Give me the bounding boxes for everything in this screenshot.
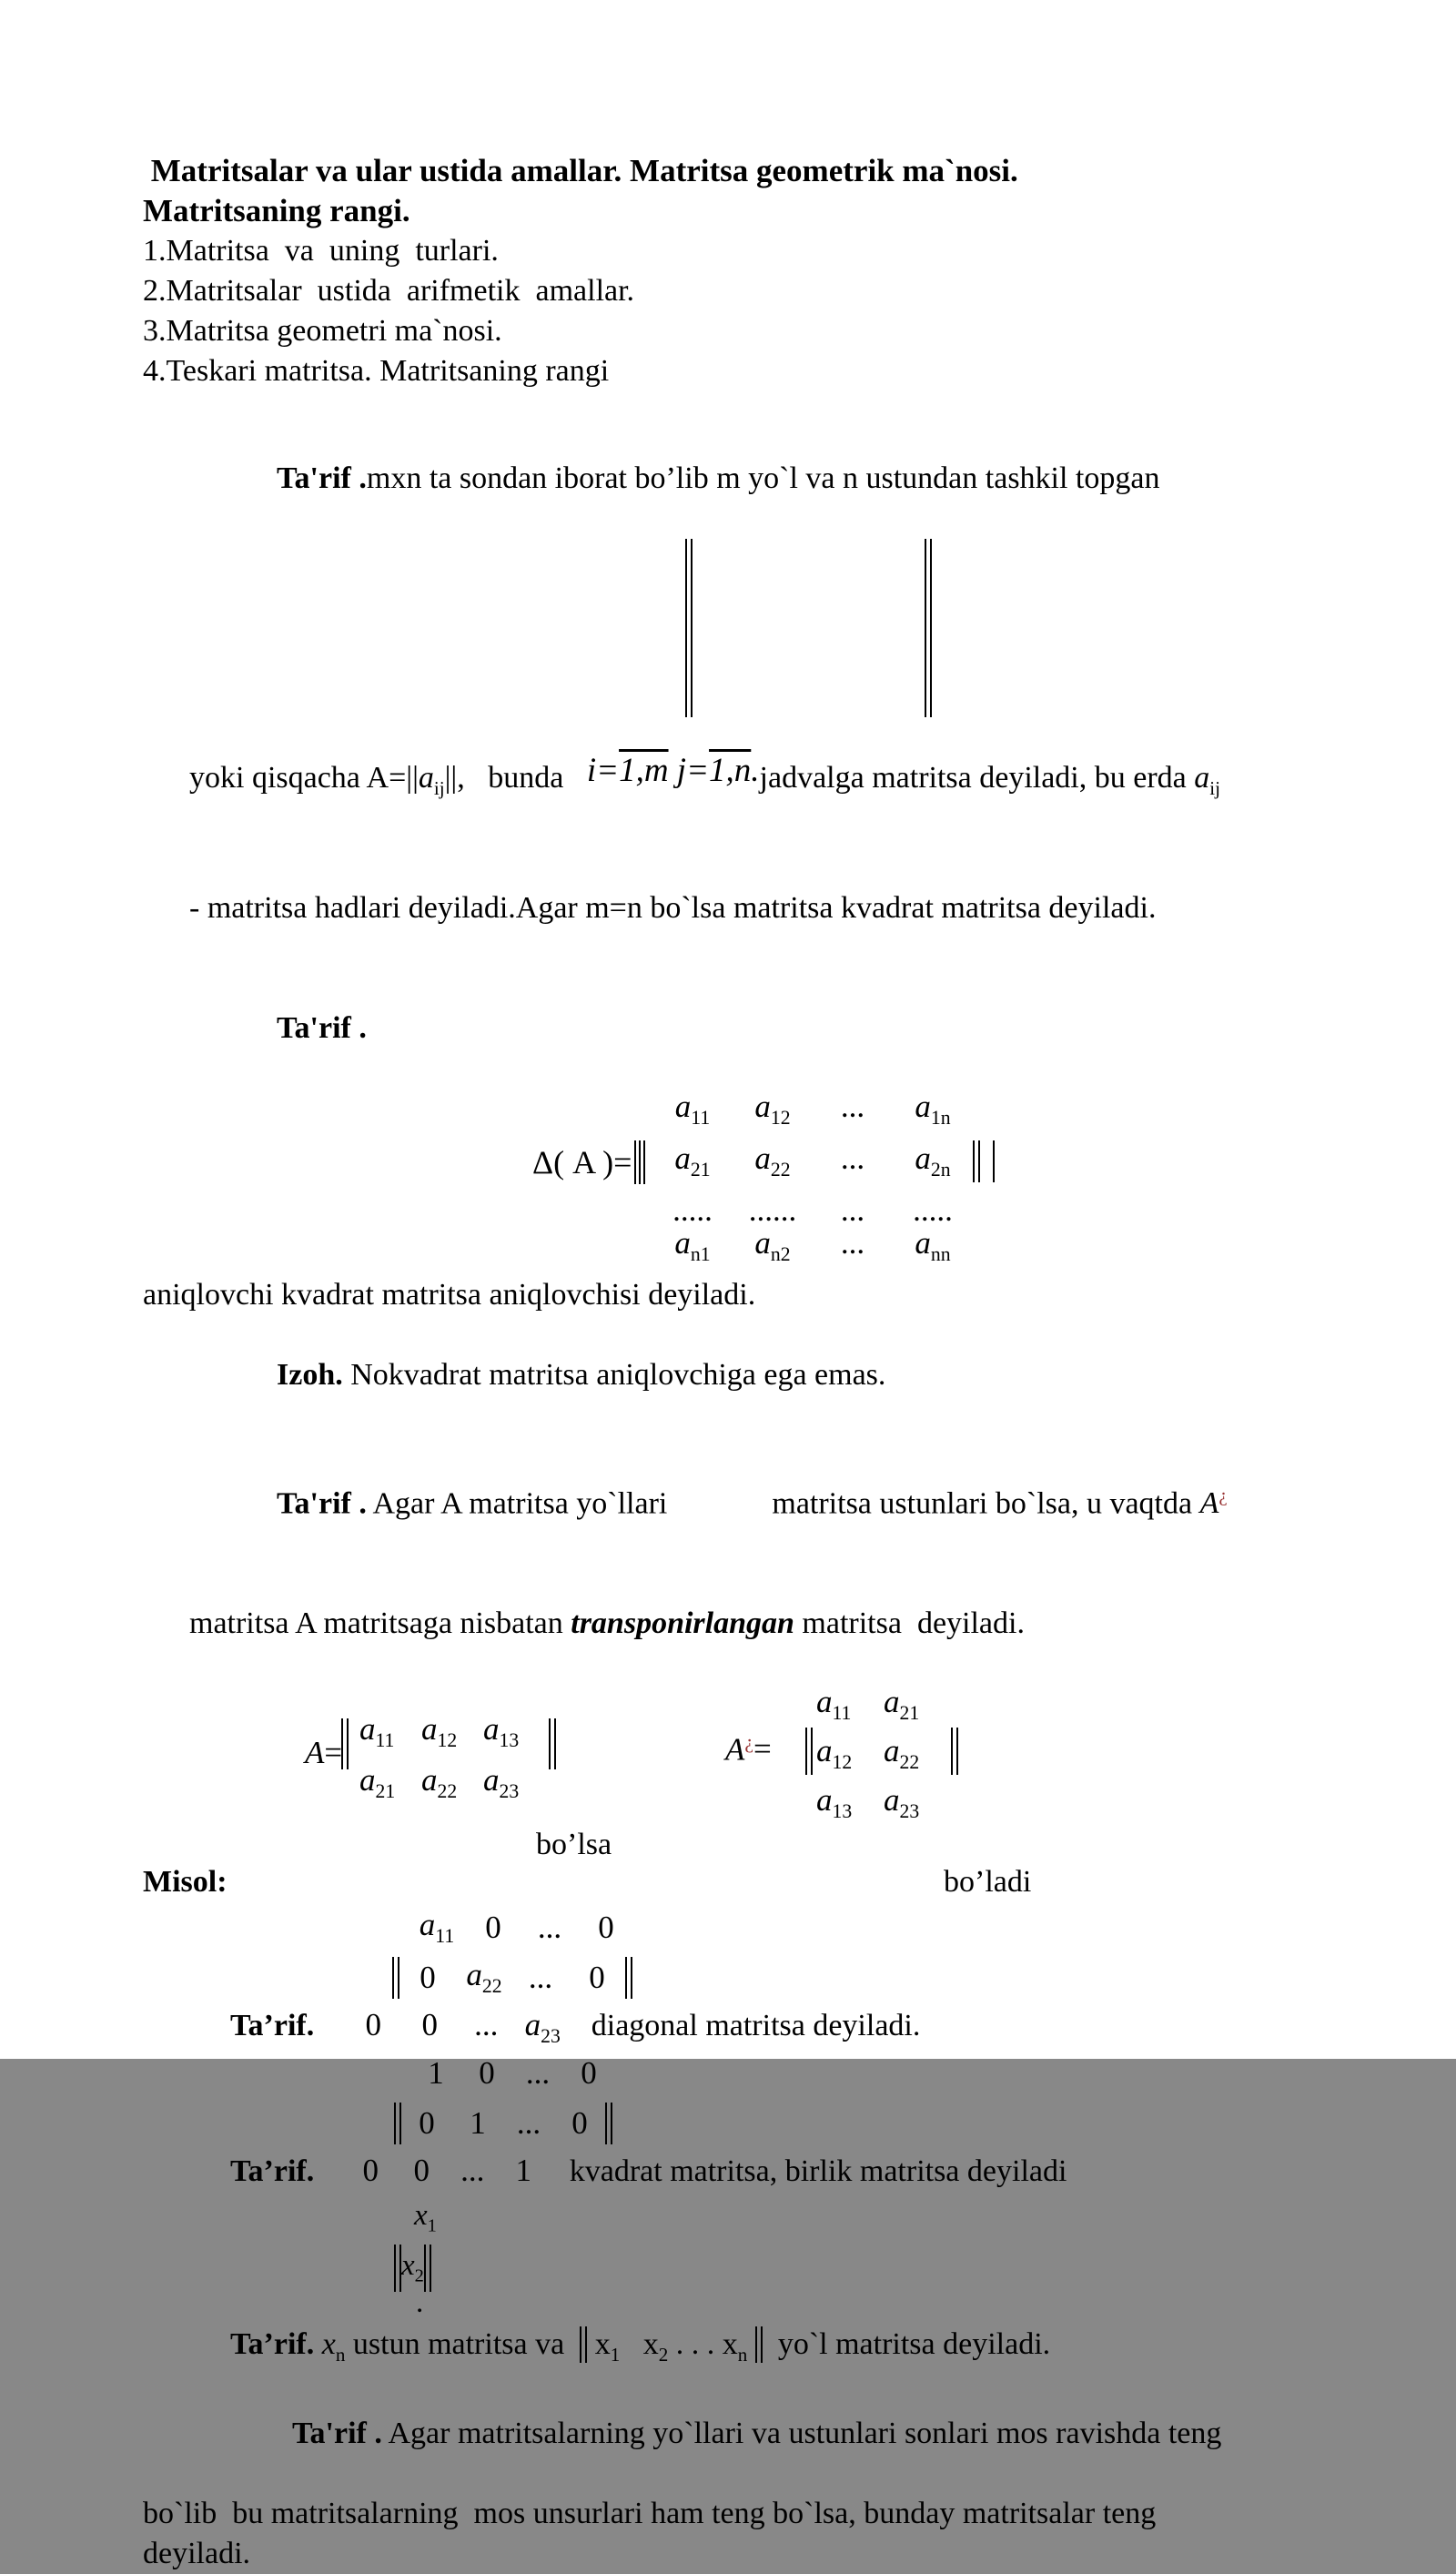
index-range-formula xyxy=(587,751,760,791)
matrix-a-cell: $a_{11}$ xyxy=(359,1711,395,1752)
definition-3-part2: matritsa ustunlari bo`lsa, u vaqtda xyxy=(772,1486,1200,1521)
colvec-left-bar xyxy=(394,2245,401,2292)
double-bar-delimiter xyxy=(973,1140,980,1182)
izoh-label: Izoh. xyxy=(277,1357,343,1392)
xn-cell: $x_n$ xyxy=(321,2327,346,2366)
det-cell: $a_{n2}$ xyxy=(754,1224,791,1265)
list-item-4: 4.Teskari matritsa. Matritsaning rangi xyxy=(143,354,610,388)
identity-row-2 xyxy=(394,2098,1326,2148)
diag-cell: 0 xyxy=(598,1909,614,1945)
id-row3-cells xyxy=(345,2148,549,2194)
matrix-at-cell: $a_{13}$ xyxy=(816,1782,853,1823)
diag-cell: ... xyxy=(528,1959,553,1995)
example-matrices xyxy=(143,1684,1326,1828)
x2-cell: $x_2$ xyxy=(401,2249,424,2286)
izoh-text: Nokvadrat matritsa aniqlovchiga ega emas. xyxy=(342,1357,886,1392)
matrix-at-cell: $a_{21}$ xyxy=(884,1684,920,1725)
triple-bar-delimiter xyxy=(634,1140,645,1184)
det-cell: $a_{1n}$ xyxy=(915,1088,951,1129)
page-title-line1: Matritsalar va ular ustida amallar. Matritsa geometrik ma`nosi. xyxy=(143,153,1018,188)
diagonal-row-2 xyxy=(392,1952,1326,2002)
row-matrix-left-bar xyxy=(580,2326,587,2363)
a-close: ||, xyxy=(444,761,465,795)
page-title-line2: Matritsaning rangi. xyxy=(143,193,410,228)
diagonal-row-3 xyxy=(143,2002,1326,2048)
det-cell: ... xyxy=(840,1088,865,1124)
matrix-a-left-bar xyxy=(341,1718,349,1769)
qisqacha-line2: - matritsa hadlari deyiladi.Agar m=n bo`lsa matritsa kvadrat matritsa deyiladi. xyxy=(189,890,1157,925)
j-eq: j= xyxy=(668,752,710,789)
id-cell: 1 xyxy=(470,2104,486,2141)
matrix-a-row-2 xyxy=(359,1762,545,1803)
matrix-a-cell: $a_{23}$ xyxy=(483,1762,520,1803)
definition-6-line xyxy=(143,2323,1326,2366)
row-x1: $x_1$ xyxy=(594,2327,621,2366)
x1-cell: $x_1$ xyxy=(414,2199,437,2236)
final-definition-line2: bo`lib bu matritsalarning mos unsurlari ham teng bo`lsa, bunday matritsalar teng xyxy=(143,2497,1157,2531)
det-cell: $a_{22}$ xyxy=(754,1140,791,1181)
final-definition xyxy=(143,2374,1326,2574)
diag-cell: 0 xyxy=(589,1959,605,1995)
det-cell: ... xyxy=(840,1140,865,1176)
a-ij-subscript: $a_{ij}$ xyxy=(418,761,445,799)
det-row-3 xyxy=(652,1191,1326,1228)
diag-cell: ... xyxy=(537,1909,562,1945)
matrix-a-cell: $a_{12}$ xyxy=(421,1711,458,1752)
range-dot: . xyxy=(751,752,760,789)
a-transpose-symbol: A¿ xyxy=(1199,1484,1228,1521)
det-dots-cell: ..... xyxy=(672,1191,713,1228)
list-item-3: 3.Matritsa geometri ma`nosi. xyxy=(143,314,502,348)
i-range-overline: 1,m xyxy=(619,752,669,789)
diag-cell: $a_{23}$ xyxy=(524,2007,561,2048)
final-definition-text1: Agar matritsalarning yo`llari va ustunlari sonlari mos ravishda teng xyxy=(381,2417,1222,2451)
diag-cell: ... xyxy=(474,2007,499,2043)
definition-3-part1: Agar A matritsa yo`llari xyxy=(366,1486,668,1521)
matrix-at-row-2 xyxy=(816,1733,951,1774)
matrix-at-cell: $a_{23}$ xyxy=(884,1782,920,1823)
paragraph-qisqacha xyxy=(143,717,1326,968)
column-matrix-x2 xyxy=(394,2243,1326,2294)
diag-cell: 0 xyxy=(485,1909,501,1945)
matrix-at-row-1 xyxy=(816,1684,951,1725)
id-cell: 0 xyxy=(419,2104,435,2141)
definition-6-text1: ustun matritsa va xyxy=(345,2327,581,2362)
id-left-bar xyxy=(394,2103,401,2144)
determinant-caption: aniqlovchi kvadrat matritsa aniqlovchisi deyiladi. xyxy=(143,1277,756,1312)
definition-5-label: Ta’rif. xyxy=(230,2154,315,2189)
definition-2-label: Ta'rif . xyxy=(277,1010,367,1045)
diag-cell: $a_{11}$ xyxy=(419,1907,455,1948)
final-definition-label: Ta'rif . xyxy=(292,2417,382,2451)
det-dots-cell: ...... xyxy=(748,1191,797,1228)
izoh-note xyxy=(143,1315,1326,1435)
id-cell: 0 xyxy=(571,2104,588,2141)
matrix-at-cell: $a_{12}$ xyxy=(816,1733,853,1774)
column-matrix-x1 xyxy=(414,2194,1326,2243)
a-ij-subscript-2: $a_{ij}$ xyxy=(1194,761,1220,799)
transponirlangan-term: transponirlangan xyxy=(571,1606,794,1641)
id-cell: 0 xyxy=(479,2054,495,2091)
definition-3-line2c: matritsa deyiladi. xyxy=(794,1606,1025,1641)
row-dots: . . . xyxy=(668,2327,723,2362)
id-cell: 1 xyxy=(515,2153,531,2189)
matrix-a-row-1 xyxy=(359,1711,545,1752)
matrix-a-right-bar xyxy=(549,1718,556,1769)
empty-matrix-placeholder xyxy=(143,539,1326,717)
definition-2 xyxy=(143,968,1326,1089)
delta-a-equals: Δ( A )= xyxy=(532,1143,632,1181)
det-cell: ... xyxy=(840,1224,865,1261)
matrix-a-cell: $a_{21}$ xyxy=(359,1762,396,1803)
definition-3-line2a: matritsa A matritsaga nisbatan xyxy=(189,1606,571,1641)
diagonal-row-1 xyxy=(409,1902,1326,1952)
determinant-formula xyxy=(143,1089,1326,1275)
definition-3-line2 xyxy=(143,1564,1326,1684)
identity-caption: kvadrat matritsa, birlik matritsa deyiladi xyxy=(561,2154,1067,2189)
definition-1 xyxy=(143,419,1326,539)
final-definition-line1 xyxy=(143,2374,1326,2494)
list-item-1: 1.Matritsa va uning turlari. xyxy=(143,234,499,268)
matrix-at-right-bar xyxy=(951,1728,958,1775)
definition-3-label: Ta'rif . xyxy=(277,1486,367,1521)
diag-right-bar xyxy=(625,1957,632,1999)
matrix-at-left-bar xyxy=(805,1728,813,1775)
det-cell: $a_{n1}$ xyxy=(674,1224,711,1265)
id-cell: 1 xyxy=(428,2054,444,2091)
matrix-a-cell: $a_{13}$ xyxy=(483,1711,520,1752)
bunda-text: bunda xyxy=(464,761,587,795)
equals-sign: = xyxy=(753,1731,772,1768)
determinant-lhs xyxy=(532,1140,645,1184)
det-cell: $a_{2n}$ xyxy=(915,1140,951,1181)
bolsa-text: bo’lsa xyxy=(536,1828,612,1862)
column-matrix-dot: . xyxy=(416,2286,424,2320)
det-cell: $a_{12}$ xyxy=(754,1088,791,1129)
row-gap xyxy=(620,2323,643,2366)
det-row-2 xyxy=(652,1140,1326,1192)
diag-row3-cells xyxy=(345,2002,571,2059)
definition-4-label: Ta’rif. xyxy=(230,2009,315,2043)
det-row-1 xyxy=(652,1089,1326,1140)
boladi-text: bo’ladi xyxy=(944,1865,1032,1900)
matrix-at-cell: $a_{11}$ xyxy=(816,1684,852,1725)
qisqacha-after: jadvalga matritsa deyiladi, bu erda xyxy=(759,761,1195,795)
identity-row-1 xyxy=(410,2048,1326,2098)
definition-6-text2: yo`l matritsa deyiladi. xyxy=(762,2327,1051,2362)
diag-cell: 0 xyxy=(365,2007,381,2043)
qisqacha-before: yoki qisqacha xyxy=(189,761,367,795)
det-cell: $a_{nn}$ xyxy=(915,1224,951,1265)
diag-cell: 0 xyxy=(421,2007,438,2043)
diagonal-caption: diagonal matritsa deyiladi. xyxy=(583,2009,921,2043)
matrix-a-lhs: A = xyxy=(305,1735,343,1771)
id-cell: 0 xyxy=(581,2054,597,2091)
det-dots-cell: ..... xyxy=(913,1191,953,1228)
definition-1-text: mxn ta sondan iborat bo’lib m yo`l va n ustundan tashkil topgan xyxy=(366,461,1160,495)
list-item-2: 2.Matritsalar ustida arifmetik amallar. xyxy=(143,274,635,308)
definition-6-label: Ta’rif. xyxy=(230,2327,315,2362)
det-dots-cell: ... xyxy=(840,1191,865,1228)
id-cell: ... xyxy=(516,2104,541,2141)
document-content xyxy=(143,151,1326,2574)
matrix-at-row-3 xyxy=(816,1782,951,1823)
matrix-a-cell: $a_{22}$ xyxy=(421,1762,458,1803)
single-bar-delimiter xyxy=(993,1140,995,1182)
row-x2: $x_2$ xyxy=(642,2327,669,2366)
final-definition-line3: deyiladi. xyxy=(143,2537,251,2571)
i-eq: i= xyxy=(586,752,620,789)
diag-cell: 0 xyxy=(420,1959,436,1995)
identity-matrix xyxy=(143,2048,1326,2194)
a-transpose-symbol-2: A¿ xyxy=(725,1731,754,1768)
matrix-left-double-bar xyxy=(685,539,693,717)
det-cell: $a_{11}$ xyxy=(674,1088,711,1129)
identity-row-3 xyxy=(143,2148,1326,2194)
id-cell: 0 xyxy=(362,2153,379,2189)
j-range-overline: 1,n xyxy=(709,752,752,789)
diag-cell: $a_{22}$ xyxy=(466,1957,502,1998)
a-open: A=|| xyxy=(366,761,419,795)
matrix-right-double-bar xyxy=(925,539,932,717)
matrix-at-cell: $a_{22}$ xyxy=(884,1733,920,1774)
colvec-right-bar xyxy=(424,2245,431,2292)
misol-label-line xyxy=(143,1862,1326,1902)
definition-1-label: Ta'rif . xyxy=(277,461,367,495)
id-cell: ... xyxy=(460,2153,485,2189)
misol-label: Misol: xyxy=(143,1865,228,1900)
definition-3-line1 xyxy=(143,1435,1326,1564)
diag-left-bar xyxy=(392,1957,399,1999)
matrix-at-lhs xyxy=(725,1731,772,1768)
row-xn: $x_n$ xyxy=(722,2327,748,2366)
diagonal-matrix xyxy=(143,1902,1326,2048)
det-cell: $a_{21}$ xyxy=(674,1140,711,1181)
id-right-bar xyxy=(605,2103,612,2144)
id-cell: 0 xyxy=(413,2153,430,2189)
row-matrix-right-bar xyxy=(755,2326,763,2363)
det-row-4 xyxy=(652,1225,1326,1275)
id-cell: ... xyxy=(525,2054,551,2091)
